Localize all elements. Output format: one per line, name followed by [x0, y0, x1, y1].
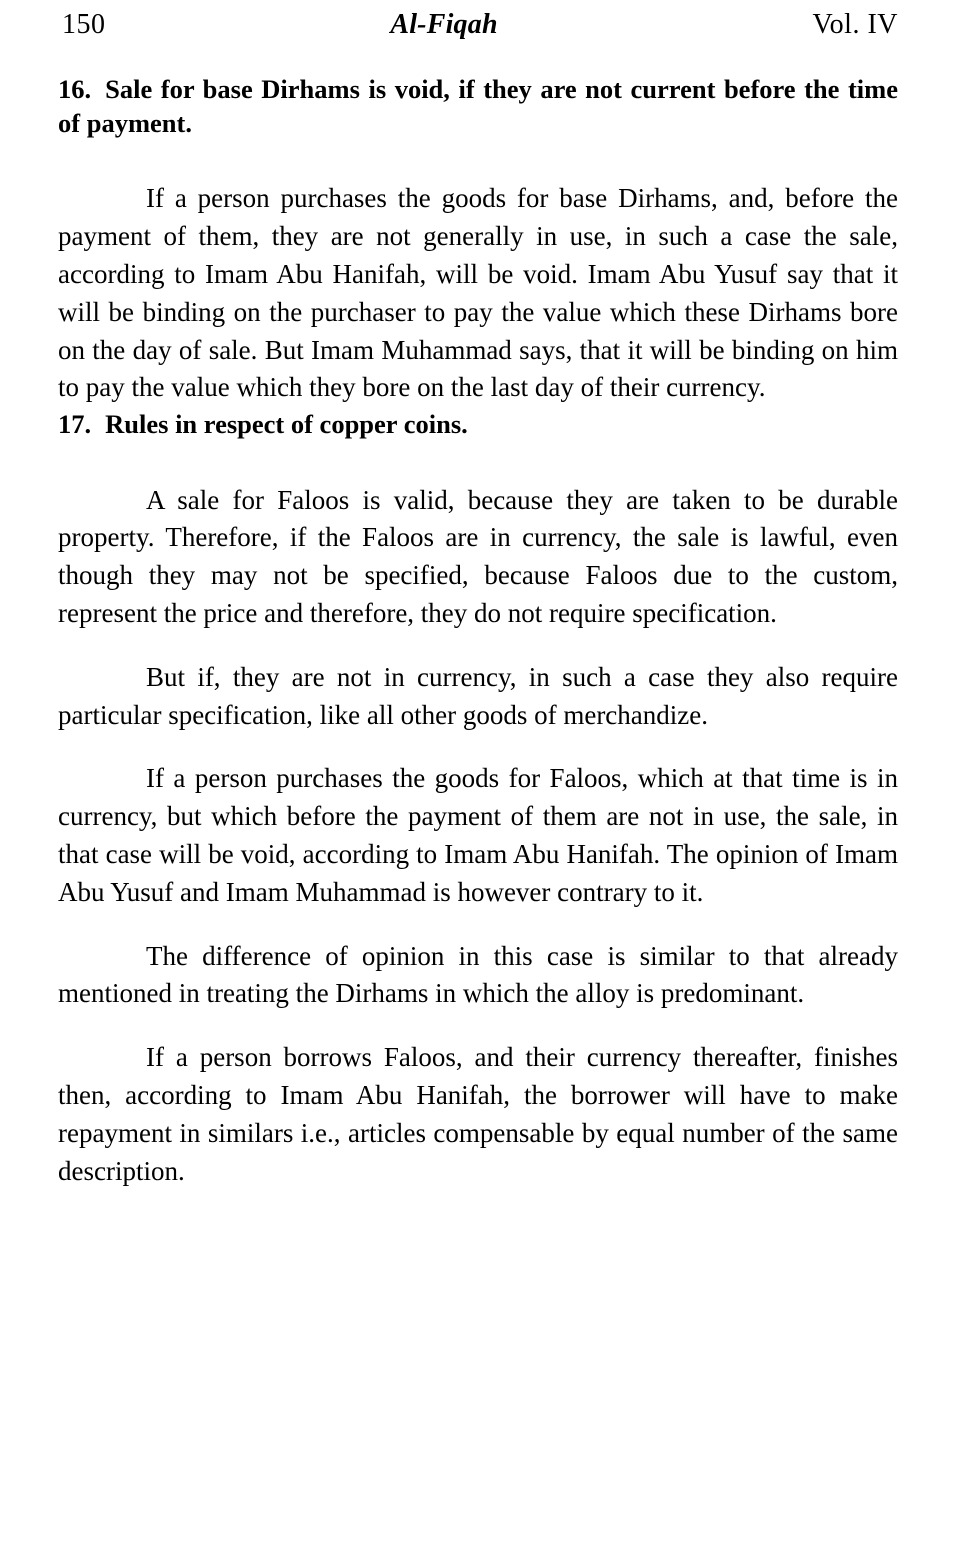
section-16-heading-text: Sale for base Dirhams is void, if they are not current before the time of payment.	[58, 73, 898, 139]
section-17-paragraph-2: But if, they are not in currency, in such a case they also require particular specification, like all other goods of merchandize.	[58, 661, 898, 730]
section-17-heading	[58, 407, 898, 441]
volume-label: Vol. IV	[812, 9, 898, 40]
page-number: 150	[62, 9, 106, 40]
section-16-heading	[58, 72, 898, 141]
section-16-paragraph-1: If a person purchases the goods for base Dirhams, and, before the payment of them, they are not generally in use, in such a case the sale, according to Imam Abu Hanifah, will be void. Imam Abu Yusuf say that it will be binding on the purchaser to pay the value which these Dirhams bore on the day of sale. But Imam Muhammad says, that it will be binding on him to pay the value which they bore on the last day of their currency.	[58, 183, 898, 403]
book-title: Al-Fiqah	[390, 9, 498, 40]
section-17-paragraph-4: The difference of opinion in this case is similar to that already mentioned in treating the Dirhams in which the alloy is predominant.	[58, 940, 898, 1009]
body-column	[0, 42, 960, 1191]
section-17-paragraph-5: If a person borrows Faloos, and their currency thereafter, finishes then, according to Imam Abu Hanifah, the borrower will have to make repayment in similars i.e., articles compensable by equal number of the same description.	[58, 1042, 898, 1186]
section-17-paragraph-1: A sale for Faloos is valid, because they are taken to be durable property. Therefore, if the Faloos are in currency, the sale is lawful, even though they may not be specified, because Faloos due to the custom, represent the price and therefore, they do not require specification.	[58, 484, 898, 629]
section-17-number: 17.	[58, 409, 92, 440]
running-head	[0, 0, 960, 42]
section-17-paragraph-3: If a person purchases the goods for Faloos, which at that time is in currency, but which before the payment of them are not in use, the sale, in that case will be void, according to Imam Abu Hanifah. The opinion of Imam Abu Yusuf and Imam Muhammad is however contrary to it.	[58, 763, 898, 907]
section-17-heading-text: Rules in respect of copper coins.	[105, 409, 468, 440]
section-16-number: 16.	[58, 73, 92, 104]
